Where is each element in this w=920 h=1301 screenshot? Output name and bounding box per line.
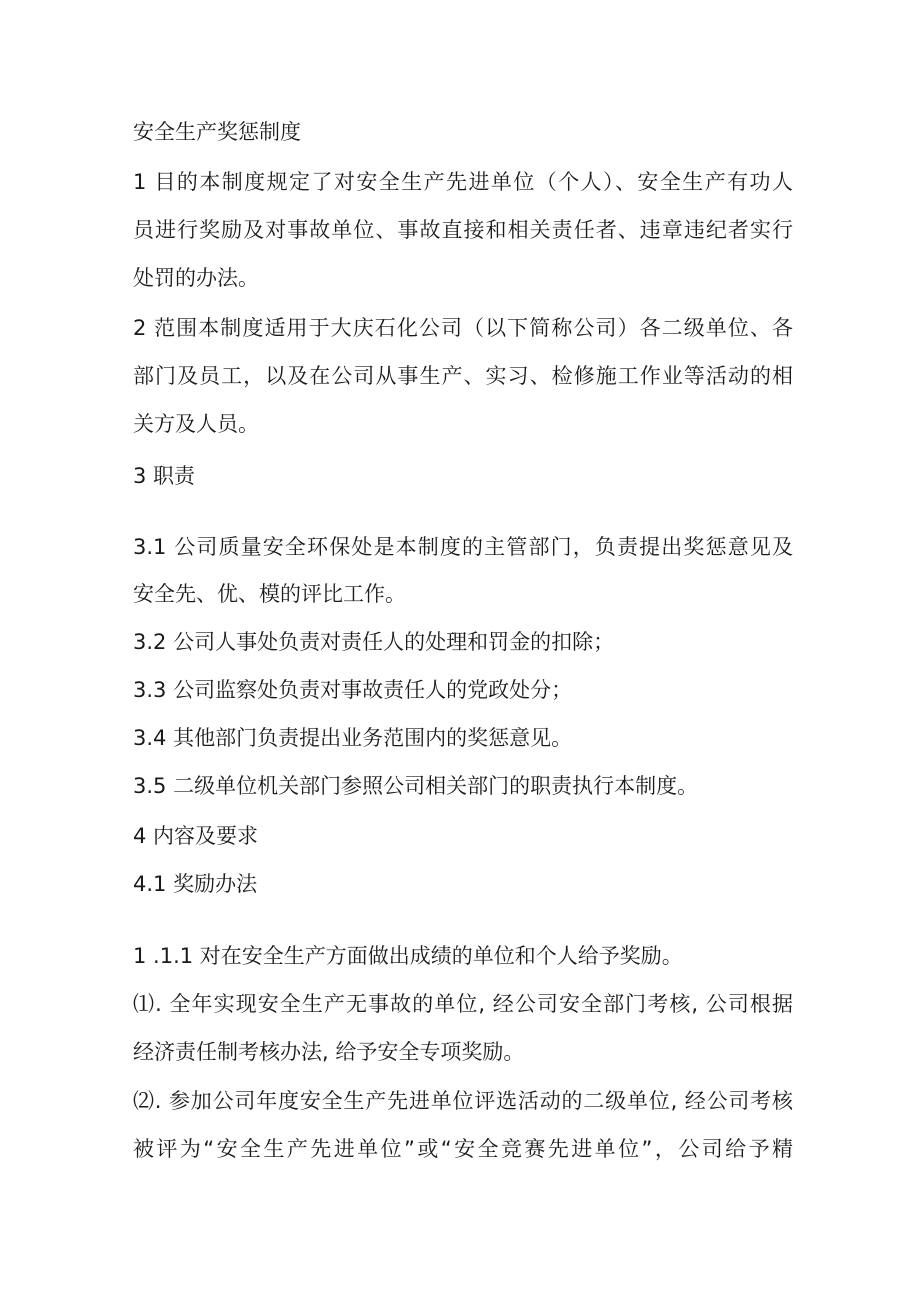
paragraph-line: 2 范围本制度适用于大庆石化公司（以下简称公司）各二级单位、各 [133, 316, 793, 340]
paragraph-line: 经济责任制考核办法, 给予安全专项奖励。 [133, 1040, 525, 1064]
subsection-heading: 4.1 奖励办法 [133, 872, 258, 896]
section-heading: 4 内容及要求 [133, 824, 259, 848]
paragraph-line: 处罚的办法。 [133, 266, 259, 290]
paragraph-line: 3.3 公司监察处负责对事故责任人的党政处分； [133, 678, 573, 702]
paragraph-line: 3.2 公司人事处负责对责任人的处理和罚金的扣除； [133, 630, 615, 654]
paragraph-line: ⑴. 全年实现安全生产无事故的单位, 经公司安全部门考核, 公司根据 [133, 992, 793, 1016]
paragraph-line: 部门及员工，以及在公司从事生产、实习、检修施工作业等活动的相 [133, 364, 793, 388]
section-heading: 3 职责 [133, 464, 196, 488]
paragraph-line: ⑵. 参加公司年度安全生产先进单位评选活动的二级单位, 经公司考核 [133, 1089, 793, 1113]
paragraph-line: 3.5 二级单位机关部门参照公司相关部门的职责执行本制度。 [133, 774, 699, 798]
paragraph-line: 3.1 公司质量安全环保处是本制度的主管部门，负责提出奖惩意见及 [133, 535, 793, 559]
paragraph-line: 被评为“安全生产先进单位”或“安全竞赛先进单位”，公司给予精 [133, 1137, 793, 1161]
paragraph-line: 1 目的本制度规定了对安全生产先进单位（个人）、安全生产有功人 [133, 170, 793, 194]
document-title: 安全生产奖惩制度 [133, 120, 301, 144]
paragraph-line: 安全先、优、模的评比工作。 [133, 582, 406, 606]
paragraph-line: 1 .1.1 对在安全生产方面做出成绩的单位和个人给予奖励。 [133, 944, 683, 968]
paragraph-line: 3.4 其他部门负责提出业务范围内的奖惩意见。 [133, 726, 573, 750]
paragraph-line: 关方及人员。 [133, 412, 259, 436]
paragraph-line: 员进行奖励及对事故单位、事故直接和相关责任者、违章违纪者实行 [133, 218, 793, 242]
